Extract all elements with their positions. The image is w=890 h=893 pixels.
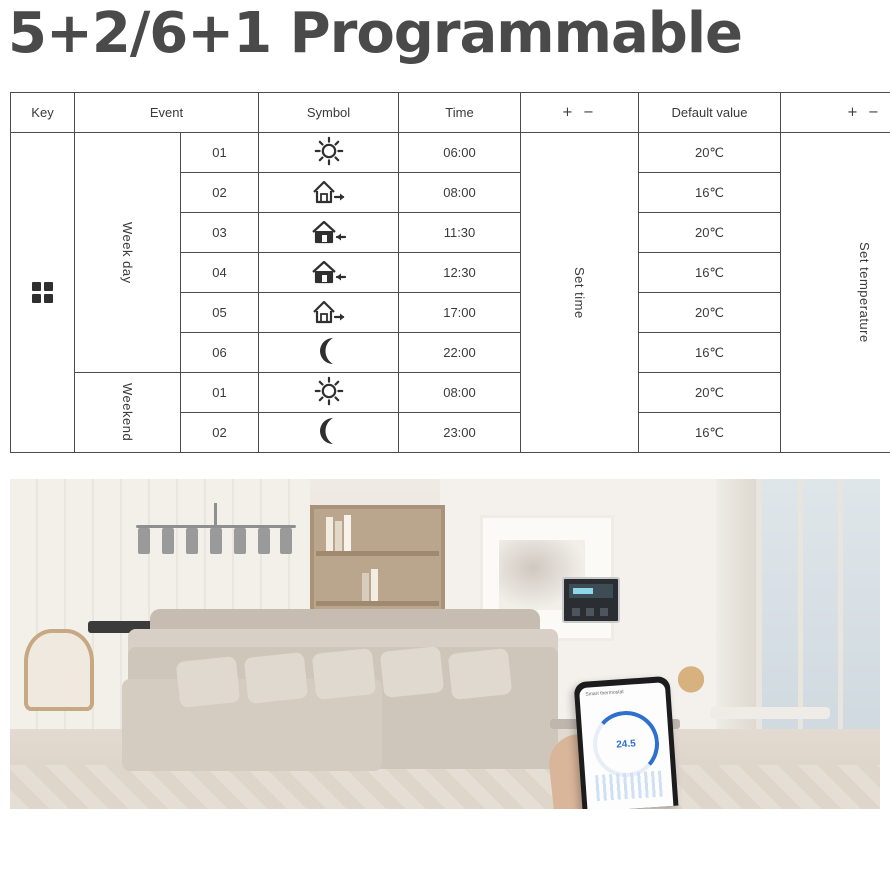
header-default-value: Default value bbox=[639, 93, 781, 133]
wall-thermostat[interactable] bbox=[562, 577, 620, 623]
default-value-cell: 16℃ bbox=[639, 413, 781, 453]
symbol-cell bbox=[259, 213, 399, 253]
default-value-cell: 20℃ bbox=[639, 213, 781, 253]
schedule-table bbox=[10, 92, 890, 453]
default-value-cell: 20℃ bbox=[639, 373, 781, 413]
temperature-dial[interactable] bbox=[591, 709, 661, 779]
time-cell: 08:00 bbox=[399, 373, 521, 413]
header-time: Time bbox=[399, 93, 521, 133]
time-cell: 22:00 bbox=[399, 333, 521, 373]
thermostat-button[interactable] bbox=[586, 608, 594, 616]
event-number: 01 bbox=[181, 373, 259, 413]
phone-chart bbox=[595, 771, 663, 802]
symbol-cell bbox=[259, 173, 399, 213]
symbol-cell bbox=[259, 413, 399, 453]
event-number: 06 bbox=[181, 333, 259, 373]
moon-icon bbox=[316, 416, 342, 446]
header-symbol: Symbol bbox=[259, 93, 399, 133]
symbol-cell bbox=[259, 293, 399, 333]
moon-icon bbox=[316, 336, 342, 366]
time-cell: 23:00 bbox=[399, 413, 521, 453]
side-table bbox=[710, 707, 830, 719]
default-value-cell: 20℃ bbox=[639, 133, 781, 173]
cushion bbox=[176, 656, 240, 708]
default-value-cell: 16℃ bbox=[639, 173, 781, 213]
symbol-cell bbox=[259, 333, 399, 373]
phone-app-title: Smart thermostat bbox=[585, 689, 624, 698]
symbol-cell bbox=[259, 253, 399, 293]
four-squares-icon bbox=[32, 282, 53, 303]
set-temperature-cell bbox=[781, 133, 890, 453]
set-time-cell bbox=[521, 133, 639, 453]
set-temperature-label: Set temperature bbox=[857, 242, 872, 343]
table-row bbox=[11, 373, 890, 413]
default-value-cell: 20℃ bbox=[639, 293, 781, 333]
key-cell bbox=[11, 133, 75, 453]
event-number: 03 bbox=[181, 213, 259, 253]
thermostat-button[interactable] bbox=[572, 608, 580, 616]
header-key: Key bbox=[11, 93, 75, 133]
sun-icon bbox=[314, 136, 344, 166]
symbol-cell bbox=[259, 133, 399, 173]
time-cell: 12:30 bbox=[399, 253, 521, 293]
event-number: 04 bbox=[181, 253, 259, 293]
temperature-value: 24.5 bbox=[615, 737, 637, 751]
event-number: 05 bbox=[181, 293, 259, 333]
symbol-cell bbox=[259, 373, 399, 413]
event-number: 01 bbox=[181, 133, 259, 173]
schedule-table-container bbox=[0, 62, 890, 453]
event-number: 02 bbox=[181, 173, 259, 213]
dining-chair bbox=[24, 629, 94, 711]
time-cell: 11:30 bbox=[399, 213, 521, 253]
header-plus-minus-temp: + − bbox=[781, 93, 890, 133]
default-value-cell: 16℃ bbox=[639, 333, 781, 373]
time-cell: 17:00 bbox=[399, 293, 521, 333]
chandelier bbox=[130, 503, 300, 573]
set-time-label: Set time bbox=[572, 266, 587, 319]
header-event: Event bbox=[75, 93, 259, 133]
plant bbox=[674, 661, 708, 707]
event-group-weekday bbox=[75, 133, 181, 373]
thermostat-screen bbox=[569, 584, 613, 598]
living-room-photo bbox=[10, 479, 880, 809]
cushion bbox=[312, 648, 376, 700]
event-group-label: Week day bbox=[120, 221, 135, 284]
cushion bbox=[448, 648, 512, 700]
time-cell: 08:00 bbox=[399, 173, 521, 213]
table-row bbox=[11, 133, 890, 173]
header-plus-minus-time: + − bbox=[521, 93, 639, 133]
phone-screen[interactable] bbox=[579, 682, 673, 809]
house-leave-icon bbox=[309, 176, 349, 206]
smartphone[interactable] bbox=[574, 676, 679, 809]
time-cell: 06:00 bbox=[399, 133, 521, 173]
cushion bbox=[244, 652, 308, 704]
house-return-icon bbox=[307, 256, 351, 286]
cushion bbox=[380, 646, 444, 698]
event-group-label: Weekend bbox=[120, 383, 135, 442]
event-number: 02 bbox=[181, 413, 259, 453]
table-header-row bbox=[11, 93, 890, 133]
house-return-icon bbox=[307, 216, 351, 246]
thermostat-button[interactable] bbox=[600, 608, 608, 616]
default-value-cell: 16℃ bbox=[639, 253, 781, 293]
page-title: 5+2/6+1 Programmable bbox=[8, 1, 743, 66]
rug bbox=[10, 765, 880, 809]
house-leave-icon bbox=[309, 296, 349, 326]
event-group-weekend bbox=[75, 373, 181, 453]
sun-icon bbox=[314, 376, 344, 406]
